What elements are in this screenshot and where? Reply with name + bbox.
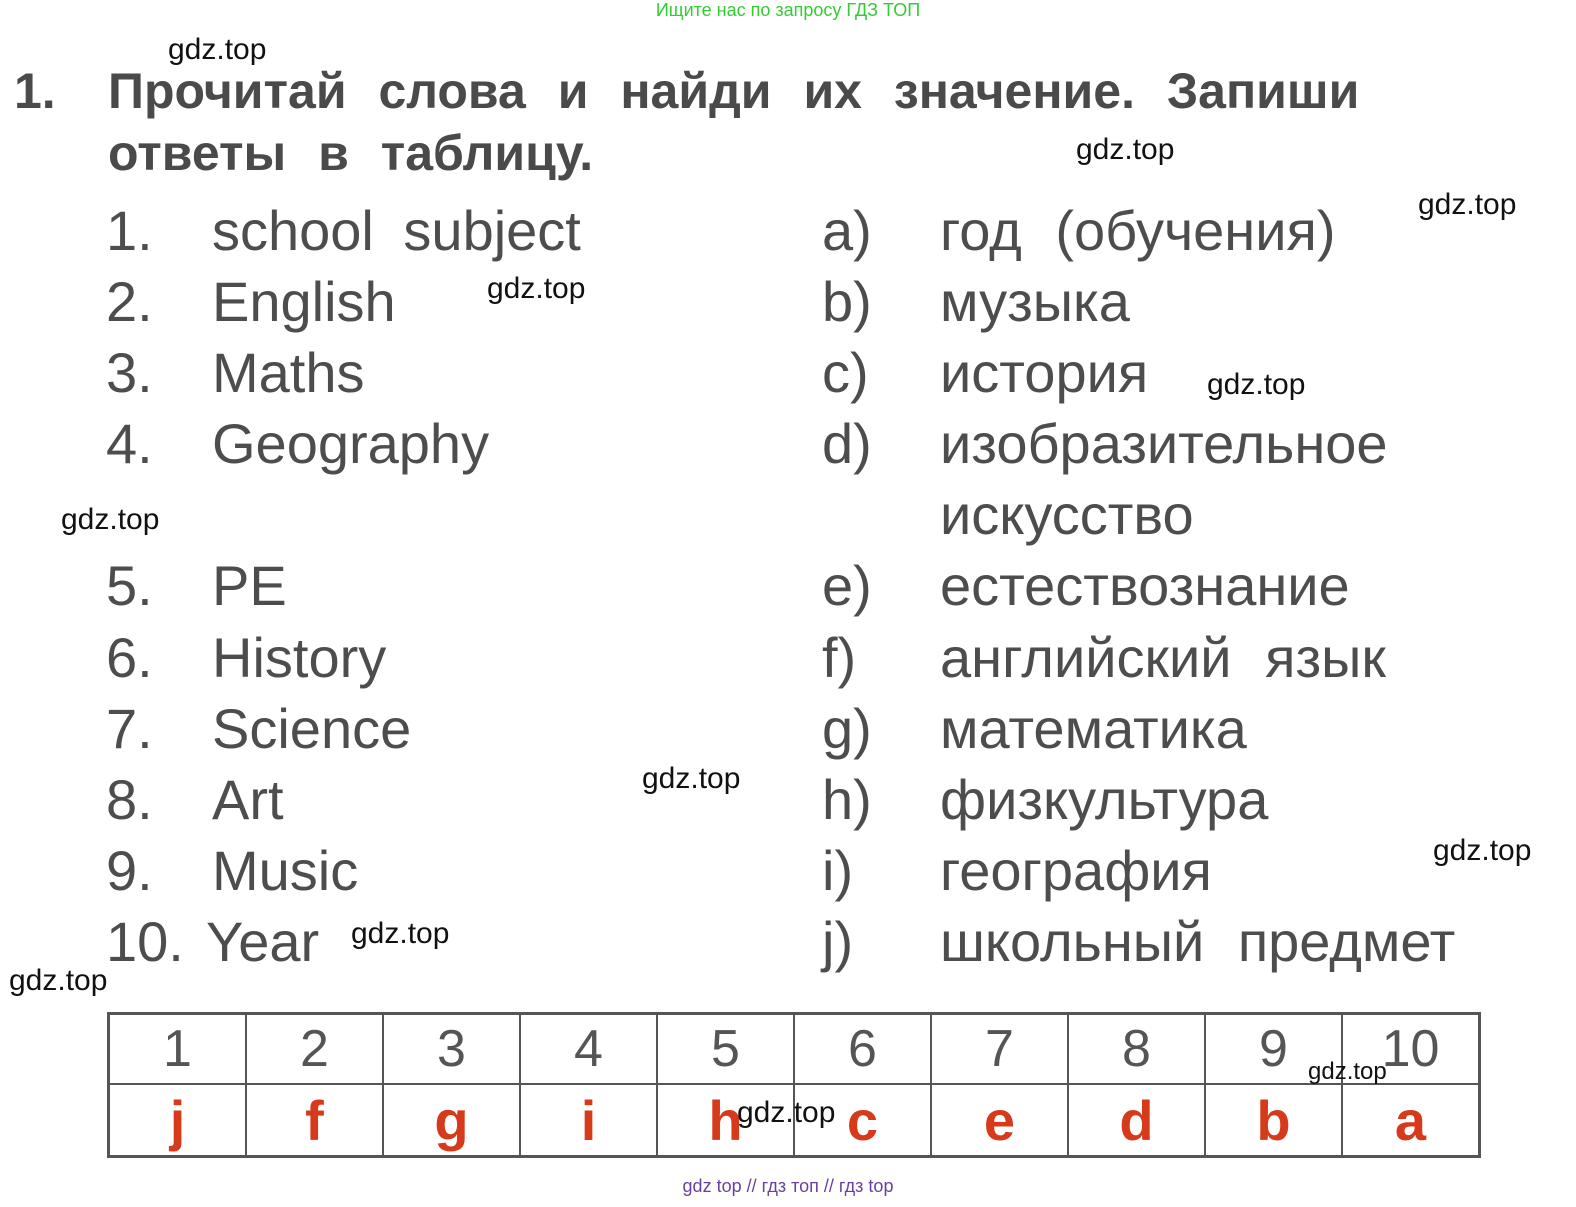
table-number-cell: 10: [1342, 1014, 1480, 1085]
english-word: Year: [206, 910, 320, 973]
meaning-letter: h): [822, 768, 872, 831]
watermark: gdz.top: [168, 33, 267, 66]
table-answer-cell: a: [1342, 1084, 1480, 1157]
watermark: gdz.top: [642, 762, 741, 795]
answer-table: [107, 1012, 1481, 1158]
table-number-cell: 5: [657, 1014, 794, 1085]
russian-meaning-continued: искусство: [940, 483, 1194, 546]
english-word: Geography: [212, 412, 490, 475]
word-number: 1.: [106, 199, 153, 262]
watermark: gdz.top: [351, 917, 450, 950]
task-instruction-line2: ответы в таблицу.: [108, 125, 594, 181]
english-word: History: [212, 626, 387, 689]
word-number: 6.: [106, 626, 153, 689]
footer-watermark: gdz top // гдз топ // гдз top: [682, 1176, 894, 1196]
english-word: Maths: [212, 341, 365, 404]
table-answer-cell: j: [109, 1084, 247, 1157]
meaning-letter: i): [822, 839, 854, 902]
russian-meaning: история: [940, 341, 1149, 404]
table-answer-cell: i: [520, 1084, 657, 1157]
watermark: gdz.top: [1207, 368, 1306, 401]
table-answer-cell: f: [246, 1084, 383, 1157]
russian-meaning: музыка: [940, 270, 1130, 333]
word-number: 5.: [106, 554, 153, 617]
meaning-letter: c): [822, 341, 869, 404]
table-answer-cell: c: [794, 1084, 931, 1157]
word-number: 2.: [106, 270, 153, 333]
table-number-cell: 8: [1068, 1014, 1205, 1085]
task-instruction-line1: Прочитай слова и найди их значение. Запиши: [108, 63, 1360, 119]
english-word: English: [212, 270, 396, 333]
table-answer-cell: h: [657, 1084, 794, 1157]
table-answer-cell: b: [1205, 1084, 1342, 1157]
english-word: Science: [212, 697, 412, 760]
watermark: gdz.top: [1308, 1058, 1387, 1085]
task-number: 1.: [14, 63, 56, 119]
english-word: Music: [212, 839, 359, 902]
word-number: 7.: [106, 697, 153, 760]
meaning-letter: b): [822, 270, 872, 333]
russian-meaning: школьный предмет: [940, 910, 1456, 973]
watermark: gdz.top: [1418, 188, 1517, 221]
word-number: 4.: [106, 412, 153, 475]
table-answer-cell: e: [931, 1084, 1068, 1157]
english-word: PE: [212, 554, 287, 617]
table-number-cell: 7: [931, 1014, 1068, 1085]
word-number: 8.: [106, 768, 153, 831]
table-number-cell: 9: [1205, 1014, 1342, 1085]
word-number: 9.: [106, 839, 153, 902]
russian-meaning: физкультура: [940, 768, 1269, 831]
english-word: Art: [212, 768, 284, 831]
word-number: 10.: [106, 910, 184, 973]
russian-meaning: английский язык: [940, 626, 1386, 689]
meaning-letter: g): [822, 697, 872, 760]
watermark: gdz.top: [737, 1096, 836, 1129]
russian-meaning: география: [940, 839, 1212, 902]
watermark: gdz.top: [61, 503, 160, 536]
word-number: 3.: [106, 341, 153, 404]
table-answer-cell: g: [383, 1084, 520, 1157]
russian-meaning: год (обучения): [940, 199, 1336, 262]
russian-meaning: естествознание: [940, 554, 1350, 617]
meaning-letter: d): [822, 412, 872, 475]
meaning-letter: a): [822, 199, 872, 262]
english-word: school subject: [212, 199, 581, 262]
table-number-cell: 6: [794, 1014, 931, 1085]
table-number-cell: 3: [383, 1014, 520, 1085]
answer-table-number-row: [109, 1014, 1480, 1085]
table-number-cell: 4: [520, 1014, 657, 1085]
russian-meaning: изобразительное: [940, 412, 1388, 475]
table-answer-cell: d: [1068, 1084, 1205, 1157]
meaning-letter: f): [822, 626, 857, 689]
watermark: gdz.top: [487, 272, 586, 305]
watermark: gdz.top: [9, 964, 108, 997]
table-number-cell: 1: [109, 1014, 247, 1085]
meaning-letter: e): [822, 554, 872, 617]
watermark: gdz.top: [1433, 834, 1532, 867]
russian-meaning: математика: [940, 697, 1247, 760]
top-banner: Ищите нас по запросу ГДЗ ТОП: [655, 0, 921, 20]
watermark: gdz.top: [1076, 133, 1175, 166]
meaning-letter: j): [822, 910, 854, 973]
table-number-cell: 2: [246, 1014, 383, 1085]
